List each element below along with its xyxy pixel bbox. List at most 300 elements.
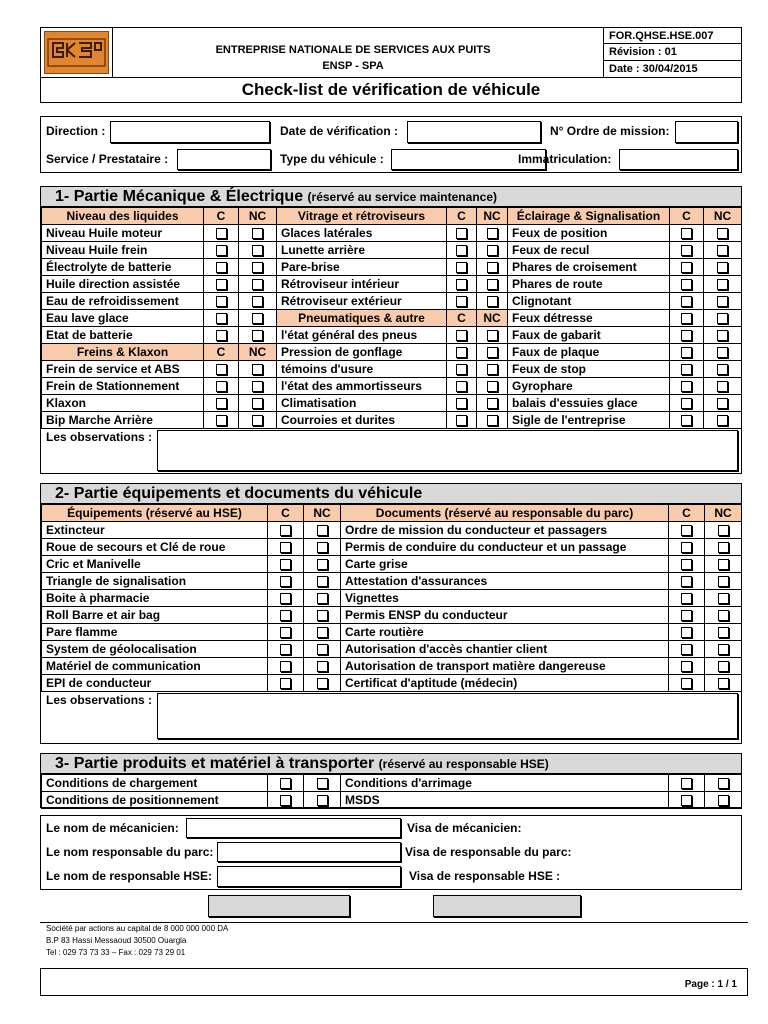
section1-observations-label: Les observations :	[46, 430, 153, 444]
checkbox-c-cell	[669, 539, 705, 556]
section-produits	[40, 753, 742, 808]
checkbox-nc[interactable]	[487, 279, 498, 290]
checkbox-nc[interactable]	[252, 398, 263, 409]
checkbox-c-cell	[669, 775, 705, 792]
checkbox-nc-cell	[705, 675, 742, 692]
checkbox-c-cell	[670, 327, 704, 344]
header-freins: Freins & Klaxon	[42, 344, 204, 361]
checkbox-c-cell	[268, 590, 304, 607]
page-footer-box	[40, 968, 748, 996]
checkbox-c[interactable]	[456, 296, 467, 307]
list-item: Permis ENSP du conducteur	[341, 607, 669, 624]
section1-title	[41, 187, 741, 207]
mecanicien-input[interactable]	[186, 818, 401, 838]
list-item: Certificat d'aptitude (médecin)	[341, 675, 669, 692]
resp-hse-label: Le nom de responsable HSE:	[46, 869, 213, 883]
section1-header-row	[42, 208, 742, 225]
checkbox-c[interactable]	[456, 415, 467, 426]
section2-title-text: Partie équipements et documents du véhicule	[73, 485, 423, 502]
section-equipements	[40, 483, 742, 744]
checkbox-nc[interactable]	[317, 678, 328, 689]
checkbox-c-cell	[447, 344, 477, 361]
checkbox-nc[interactable]	[718, 627, 729, 638]
checkbox-nc[interactable]	[717, 364, 728, 375]
checkbox-nc-cell	[477, 276, 508, 293]
list-item: Permis de conduire du conducteur et un passage	[341, 539, 669, 556]
checkbox-nc-cell	[304, 539, 341, 556]
checkbox-nc[interactable]	[317, 542, 328, 553]
checkbox-c[interactable]	[681, 279, 692, 290]
checkbox-c[interactable]	[456, 330, 467, 341]
list-item: l'état des ammortisseurs	[277, 378, 447, 395]
checkbox-c-cell	[268, 775, 304, 792]
header-niveau-liquides: Niveau des liquides	[42, 208, 204, 225]
checkbox-c-cell	[447, 242, 477, 259]
table-row	[42, 412, 742, 429]
table-row	[42, 395, 742, 412]
list-item: Gyrophare	[508, 378, 670, 395]
header-nc: NC	[704, 208, 742, 225]
checkbox-c[interactable]	[280, 627, 291, 638]
company-name: ENTREPRISE NATIONALE DE SERVICES AUX PUITS	[215, 44, 491, 56]
checkbox-c[interactable]	[280, 525, 291, 536]
checkbox-nc[interactable]	[252, 364, 263, 375]
ordre-mission-input[interactable]	[675, 121, 738, 143]
list-item: MSDS	[341, 792, 669, 809]
checkbox-c-cell	[268, 792, 304, 809]
checkbox-c[interactable]	[456, 262, 467, 273]
checkbox-c[interactable]	[681, 542, 692, 553]
list-item: Phares de route	[508, 276, 670, 293]
checkbox-nc-cell	[239, 242, 277, 259]
checkbox-nc[interactable]	[717, 279, 728, 290]
checkbox-nc[interactable]	[317, 778, 328, 789]
checkbox-nc[interactable]	[718, 525, 729, 536]
checkbox-c-cell	[669, 624, 705, 641]
list-item: Eau lave glace	[42, 310, 204, 327]
checkbox-c[interactable]	[681, 795, 692, 806]
checkbox-nc-cell	[704, 225, 742, 242]
checkbox-c[interactable]	[216, 364, 227, 375]
checkbox-nc[interactable]	[317, 525, 328, 536]
checkbox-c-cell	[204, 310, 239, 327]
footer-address: B.P 83 Hassi Messaoud 30500 Ouargla	[46, 936, 187, 945]
checkbox-c[interactable]	[280, 593, 291, 604]
header-c: C	[268, 505, 304, 522]
header-equipements: Équipements (réservé au HSE)	[42, 505, 268, 522]
table-row	[42, 242, 742, 259]
checkbox-c[interactable]	[280, 661, 291, 672]
table-row	[42, 522, 742, 539]
visa-mecanicien-label: Visa de mécanicien:	[407, 821, 522, 835]
checkbox-c-cell	[268, 522, 304, 539]
header-c: C	[447, 310, 477, 327]
checkbox-nc-cell	[704, 412, 742, 429]
checkbox-c[interactable]	[681, 245, 692, 256]
checkbox-c[interactable]	[681, 525, 692, 536]
section1-number: 1-	[55, 188, 70, 205]
checkbox-nc-cell	[304, 590, 341, 607]
checkbox-nc[interactable]	[718, 795, 729, 806]
list-item: Courroies et durites	[277, 412, 447, 429]
checkbox-nc-cell	[705, 573, 742, 590]
list-item: Attestation d'assurances	[341, 573, 669, 590]
checkbox-nc[interactable]	[718, 559, 729, 570]
checkbox-c[interactable]	[216, 381, 227, 392]
list-item: Cric et Manivelle	[42, 556, 268, 573]
list-item: Roll Barre et air bag	[42, 607, 268, 624]
checkbox-nc[interactable]	[252, 245, 263, 256]
checkbox-nc[interactable]	[252, 296, 263, 307]
checkbox-nc-cell	[704, 395, 742, 412]
list-item: Lunette arrière	[277, 242, 447, 259]
blank-button-right[interactable]	[433, 895, 581, 917]
checkbox-c[interactable]	[681, 398, 692, 409]
list-item: Conditions de positionnement	[42, 792, 268, 809]
checkbox-nc-cell	[239, 361, 277, 378]
checkbox-c[interactable]	[216, 313, 227, 324]
table-row	[42, 259, 742, 276]
checkbox-c-cell	[204, 395, 239, 412]
checkbox-c-cell	[204, 242, 239, 259]
checkbox-c[interactable]	[681, 559, 692, 570]
checkbox-c-cell	[669, 556, 705, 573]
checkbox-c-cell	[268, 607, 304, 624]
checkbox-c[interactable]	[216, 279, 227, 290]
list-item: Roue de secours et Clé de roue	[42, 539, 268, 556]
checkbox-c[interactable]	[280, 778, 291, 789]
section2-observations-label: Les observations :	[46, 693, 153, 707]
checkbox-nc[interactable]	[487, 347, 498, 358]
header-nc: NC	[477, 310, 508, 327]
list-item: Rétroviseur intérieur	[277, 276, 447, 293]
checkbox-c-cell	[669, 522, 705, 539]
direction-label: Direction :	[46, 124, 106, 138]
checkbox-nc[interactable]	[252, 313, 263, 324]
checkbox-c[interactable]	[216, 330, 227, 341]
section1-observations-input[interactable]	[157, 430, 738, 471]
list-item: Rétroviseur extérieur	[277, 293, 447, 310]
checkbox-nc[interactable]	[252, 381, 263, 392]
table-row	[42, 590, 742, 607]
checkbox-c-cell	[669, 590, 705, 607]
checkbox-c[interactable]	[681, 415, 692, 426]
checkbox-c-cell	[670, 344, 704, 361]
checkbox-nc[interactable]	[252, 228, 263, 239]
checkbox-nc-cell	[704, 361, 742, 378]
checkbox-nc[interactable]	[317, 576, 328, 587]
checkbox-nc[interactable]	[718, 661, 729, 672]
checkbox-nc[interactable]	[317, 610, 328, 621]
checkbox-nc-cell	[705, 775, 742, 792]
checkbox-c[interactable]	[280, 610, 291, 621]
logo-cell	[41, 28, 113, 77]
list-item: Eau de refroidissement	[42, 293, 204, 310]
checkbox-nc[interactable]	[487, 330, 498, 341]
checkbox-c-cell	[447, 361, 477, 378]
checkbox-nc-cell	[239, 378, 277, 395]
checkbox-c[interactable]	[280, 678, 291, 689]
checkbox-nc[interactable]	[717, 228, 728, 239]
checkbox-nc[interactable]	[252, 279, 263, 290]
checkbox-nc-cell	[477, 378, 508, 395]
checkbox-nc-cell	[477, 344, 508, 361]
checkbox-nc[interactable]	[487, 245, 498, 256]
checkbox-nc[interactable]	[317, 644, 328, 655]
checkbox-c[interactable]	[216, 262, 227, 273]
checkbox-nc-cell	[304, 658, 341, 675]
checkbox-c-cell	[669, 573, 705, 590]
checkbox-c[interactable]	[681, 347, 692, 358]
checkbox-nc-cell	[239, 225, 277, 242]
checkbox-nc[interactable]	[317, 627, 328, 638]
checkbox-c-cell	[670, 242, 704, 259]
checkbox-c[interactable]	[681, 778, 692, 789]
checkbox-nc-cell	[477, 395, 508, 412]
list-item: EPI de conducteur	[42, 675, 268, 692]
section3-title-text: Partie produits et matériel à transporter	[73, 755, 375, 772]
checkbox-c-cell	[204, 327, 239, 344]
header-nc: NC	[239, 208, 277, 225]
checkbox-c-cell	[204, 276, 239, 293]
checkbox-c[interactable]	[216, 228, 227, 239]
checkbox-c[interactable]	[681, 296, 692, 307]
list-item: Extincteur	[42, 522, 268, 539]
checkbox-c[interactable]	[681, 678, 692, 689]
checkbox-nc-cell	[239, 259, 277, 276]
checkbox-nc[interactable]	[487, 415, 498, 426]
checkbox-c[interactable]	[681, 228, 692, 239]
checkbox-nc[interactable]	[487, 398, 498, 409]
list-item: Climatisation	[277, 395, 447, 412]
checkbox-c[interactable]	[456, 398, 467, 409]
immatriculation-input[interactable]	[619, 149, 738, 170]
checkbox-nc[interactable]	[717, 347, 728, 358]
checkbox-nc-cell	[704, 259, 742, 276]
section3-title	[41, 754, 741, 774]
checkbox-nc[interactable]	[252, 330, 263, 341]
checkbox-nc-cell	[704, 242, 742, 259]
checkbox-c[interactable]	[280, 542, 291, 553]
checkbox-nc[interactable]	[317, 593, 328, 604]
checkbox-c[interactable]	[456, 364, 467, 375]
checkbox-c[interactable]	[280, 644, 291, 655]
checkbox-nc-cell	[304, 775, 341, 792]
resp-parc-input[interactable]	[217, 842, 401, 862]
checkbox-nc-cell	[477, 327, 508, 344]
checkbox-nc[interactable]	[718, 644, 729, 655]
checkbox-nc-cell	[304, 573, 341, 590]
checkbox-nc[interactable]	[717, 262, 728, 273]
checkbox-c[interactable]	[456, 245, 467, 256]
list-item: Pression de gonflage	[277, 344, 447, 361]
table-row	[42, 327, 742, 344]
checkbox-c-cell	[669, 641, 705, 658]
checkbox-nc[interactable]	[718, 576, 729, 587]
list-item: Faux de plaque	[508, 344, 670, 361]
checkbox-nc[interactable]	[717, 381, 728, 392]
direction-input[interactable]	[110, 121, 270, 143]
table-row	[42, 792, 742, 809]
table-row	[42, 539, 742, 556]
section1-title-text: Partie Mécanique & Électrique	[73, 188, 304, 205]
checkbox-c[interactable]	[456, 228, 467, 239]
checkbox-nc-cell	[705, 539, 742, 556]
checkbox-c-cell	[447, 225, 477, 242]
document-date: Date : 30/04/2015	[609, 62, 698, 75]
document-code: FOR.QHSE.HSE.007	[604, 28, 742, 44]
checkbox-c-cell	[204, 412, 239, 429]
section2-observations-input[interactable]	[157, 693, 738, 739]
checkbox-nc[interactable]	[252, 262, 263, 273]
service-input[interactable]	[177, 149, 271, 170]
checkbox-c[interactable]	[681, 381, 692, 392]
type-vehicule-label: Type du véhicule :	[280, 152, 384, 166]
checkbox-c-cell	[447, 276, 477, 293]
list-item: Pare flamme	[42, 624, 268, 641]
checkbox-nc[interactable]	[317, 795, 328, 806]
checkbox-nc-cell	[239, 395, 277, 412]
list-item: Carte routière	[341, 624, 669, 641]
logo-icon	[45, 32, 108, 73]
checkbox-nc[interactable]	[317, 661, 328, 672]
checkbox-nc[interactable]	[718, 610, 729, 621]
checkbox-c[interactable]	[456, 381, 467, 392]
header-vitrage: Vitrage et rétroviseurs	[277, 208, 447, 225]
checkbox-c-cell	[670, 310, 704, 327]
checkbox-nc[interactable]	[717, 415, 728, 426]
date-verification-input[interactable]	[407, 121, 541, 143]
ordre-mission-label: N° Ordre de mission:	[550, 124, 670, 138]
checkbox-c-cell	[669, 792, 705, 809]
blank-button-left[interactable]	[208, 895, 350, 917]
list-item: balais d'essuies glace	[508, 395, 670, 412]
checkbox-c-cell	[670, 276, 704, 293]
list-item: Triangle de signalisation	[42, 573, 268, 590]
checkbox-c[interactable]	[681, 364, 692, 375]
checkbox-nc-cell	[705, 556, 742, 573]
checkbox-c[interactable]	[681, 627, 692, 638]
company-title	[113, 28, 593, 77]
checkbox-c[interactable]	[456, 279, 467, 290]
checkbox-nc[interactable]	[487, 381, 498, 392]
list-item: Bip Marche Arrière	[42, 412, 204, 429]
checkbox-nc[interactable]	[487, 364, 498, 375]
checkbox-nc[interactable]	[487, 296, 498, 307]
checkbox-nc[interactable]	[717, 245, 728, 256]
checkbox-nc-cell	[705, 607, 742, 624]
checkbox-c-cell	[669, 658, 705, 675]
section-mecanique	[40, 186, 742, 474]
list-item: Feux de recul	[508, 242, 670, 259]
resp-hse-input[interactable]	[217, 866, 401, 887]
header-c: C	[670, 208, 704, 225]
footer-contact: Tel : 029 73 73 33 – Fax : 029 73 29 01	[46, 948, 186, 957]
checkbox-c[interactable]	[280, 795, 291, 806]
checkbox-nc[interactable]	[317, 559, 328, 570]
list-item: Vignettes	[341, 590, 669, 607]
checkbox-c[interactable]	[280, 559, 291, 570]
checkbox-nc-cell	[239, 276, 277, 293]
checkbox-c[interactable]	[681, 610, 692, 621]
company-subtitle: ENSP - SPA	[322, 60, 384, 72]
page-number: Page : 1 / 1	[684, 979, 737, 990]
checkbox-nc[interactable]	[718, 778, 729, 789]
checkbox-c[interactable]	[681, 593, 692, 604]
header-documents: Documents (réservé au responsable du parc)	[341, 505, 669, 522]
checkbox-nc-cell	[239, 310, 277, 327]
checkbox-c[interactable]	[216, 415, 227, 426]
list-item: Sigle de l'entreprise	[508, 412, 670, 429]
list-item: Conditions de chargement	[42, 775, 268, 792]
checkbox-nc[interactable]	[718, 678, 729, 689]
checkbox-c-cell	[268, 556, 304, 573]
document-revision: Révision : 01	[604, 44, 742, 60]
checkbox-nc[interactable]	[718, 542, 729, 553]
checkbox-c-cell	[204, 361, 239, 378]
list-item: Carte grise	[341, 556, 669, 573]
visa-hse-label: Visa de responsable HSE :	[409, 869, 561, 883]
document-header	[40, 27, 742, 78]
table-row	[42, 675, 742, 692]
checkbox-c[interactable]	[681, 576, 692, 587]
checkbox-c[interactable]	[280, 576, 291, 587]
header-eclairage: Éclairage & Signalisation	[508, 208, 670, 225]
checkbox-nc-cell	[304, 792, 341, 809]
checkbox-c[interactable]	[681, 644, 692, 655]
checkbox-nc-cell	[705, 590, 742, 607]
checkbox-nc-cell	[705, 641, 742, 658]
checkbox-c[interactable]	[681, 313, 692, 324]
checkbox-c[interactable]	[216, 398, 227, 409]
checkbox-nc[interactable]	[487, 262, 498, 273]
checkbox-c-cell	[204, 293, 239, 310]
checkbox-nc-cell	[704, 344, 742, 361]
checkbox-c[interactable]	[681, 661, 692, 672]
checkbox-c[interactable]	[216, 245, 227, 256]
list-item: Autorisation de transport matière dangereuse	[341, 658, 669, 675]
checkbox-nc-cell	[704, 293, 742, 310]
section2-number: 2-	[55, 485, 70, 502]
list-item: l'état général des pneus	[277, 327, 447, 344]
checkbox-nc[interactable]	[717, 398, 728, 409]
info-block	[40, 116, 742, 173]
checkbox-nc-cell	[704, 310, 742, 327]
checkbox-nc[interactable]	[487, 228, 498, 239]
checkbox-c-cell	[447, 378, 477, 395]
checkbox-c-cell	[670, 378, 704, 395]
checkbox-c[interactable]	[681, 330, 692, 341]
checkbox-nc-cell	[304, 641, 341, 658]
checkbox-nc[interactable]	[717, 296, 728, 307]
table-row	[42, 310, 742, 327]
checkbox-nc-cell	[239, 412, 277, 429]
checkbox-c[interactable]	[456, 347, 467, 358]
checkbox-nc[interactable]	[717, 313, 728, 324]
list-item: Klaxon	[42, 395, 204, 412]
table-row	[42, 658, 742, 675]
table-row	[42, 607, 742, 624]
table-row	[42, 573, 742, 590]
list-item: Niveau Huile frein	[42, 242, 204, 259]
checkbox-nc[interactable]	[717, 330, 728, 341]
checkbox-c[interactable]	[216, 296, 227, 307]
checkbox-nc[interactable]	[252, 415, 263, 426]
table-row	[42, 556, 742, 573]
checkbox-nc[interactable]	[718, 593, 729, 604]
checkbox-c[interactable]	[681, 262, 692, 273]
checkbox-c-cell	[268, 624, 304, 641]
